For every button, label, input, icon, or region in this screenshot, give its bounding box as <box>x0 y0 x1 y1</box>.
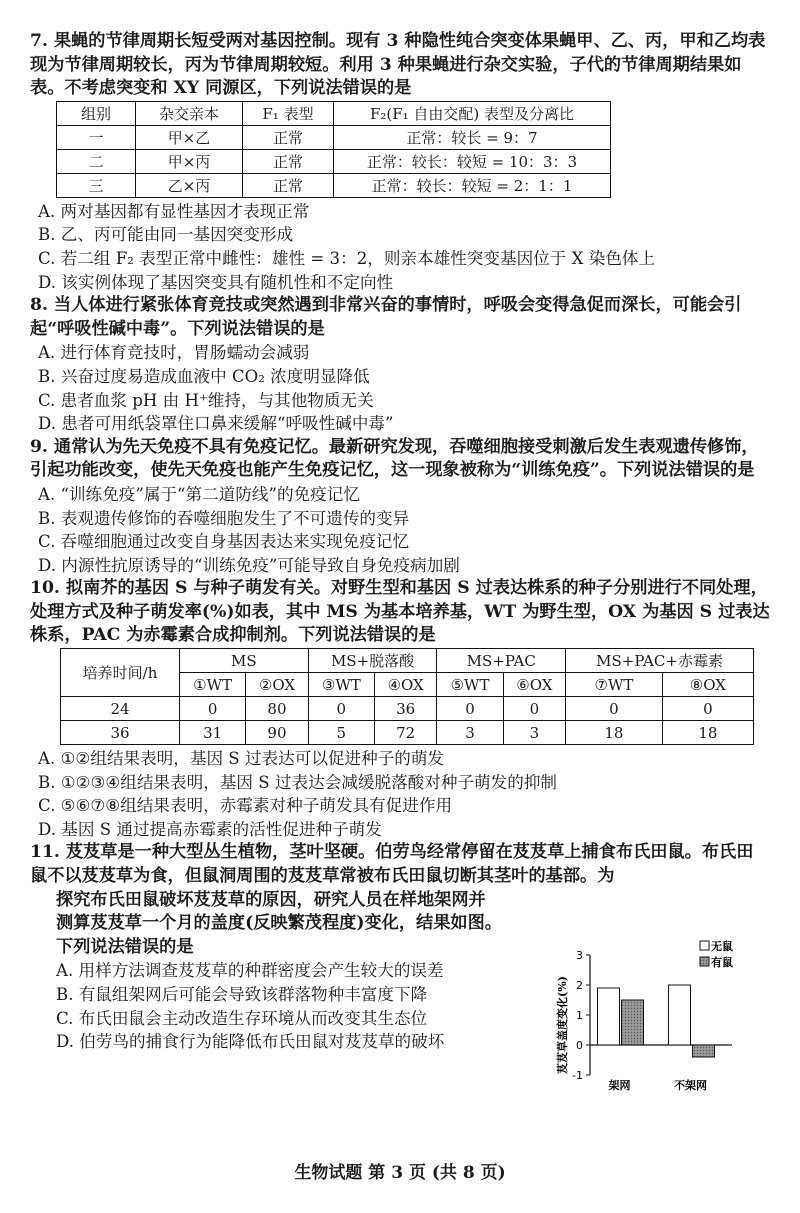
q10-cell: 0 <box>503 697 565 721</box>
q8-option-d: D. 患者可用纸袋罩住口鼻来缓解“呼吸性碱中毒” <box>38 414 394 434</box>
q8-option-c: C. 患者血浆 pH 由 H⁺维持，与其他物质无关 <box>38 390 374 410</box>
x-category-label: 架网 <box>608 1079 631 1092</box>
q10-cell: 72 <box>374 721 436 745</box>
q10-sub: ②OX <box>246 673 308 697</box>
q10-cell: 18 <box>566 721 663 745</box>
q7-th-0: 组别 <box>57 101 136 125</box>
q10-sub: ⑦WT <box>566 673 663 697</box>
y-tick-label: -1 <box>572 1069 583 1082</box>
q7-cell: 二 <box>57 149 136 173</box>
q10-cell: 80 <box>246 697 308 721</box>
q7-cell: 正常：较长：较短 = 2：1：1 <box>334 173 611 197</box>
q7-option-b: B. 乙、丙可能由同一基因突变形成 <box>38 225 294 245</box>
q9-stem: 9. 通常认为先天免疫不具有免疫记忆。最新研究发现，吞噬细胞接受刺激后发生表观遗传修饰，引起功能改变，使先天免疫也能产生免疫记忆，这一现象被称为“训练免疫”。下列说法错误的是 <box>30 436 759 481</box>
y-tick-label: 3 <box>576 949 583 962</box>
q10-option-d: D. 基因 S 通过提高赤霉素的活性促进种子萌发 <box>38 819 382 839</box>
q10-time: 24 <box>61 697 180 721</box>
q9-option-d: D. 内源性抗原诱导的“训练免疫”可能导致自身免疫病加剧 <box>38 555 460 575</box>
q9-option-c: C. 吞噬细胞通过改变自身基因表达来实现免疫记忆 <box>38 532 410 552</box>
q7-cell: 正常 <box>243 125 334 149</box>
table-row <box>61 721 754 745</box>
q10-corner: 培养时间/h <box>61 649 180 697</box>
q10-sub: ③WT <box>308 673 374 697</box>
bar-无鼠 <box>598 988 620 1045</box>
q10-group: MS+PAC <box>437 649 566 673</box>
table-row <box>57 149 611 173</box>
legend-label: 无鼠 <box>711 940 733 953</box>
q11-stem-line: 测算芨芨草一个月的盖度(反映繁茂程度)变化，结果如图。 <box>56 913 502 934</box>
q10-sub: ⑤WT <box>437 673 503 697</box>
q8-option-b: B. 兴奋过度易造成血液中 CO₂ 浓度明显降低 <box>38 366 370 386</box>
q11-stem-line: 下列说法错误的是 <box>56 936 194 957</box>
q7-stem: 7. 果蝇的节律周期长短受两对基因控制。现有 3 种隐性纯合突变体果蝇甲、乙、丙，甲和乙均表现为节律周期较长，丙为节律周期较短。利用 3 种果蝇进行杂交实验，子代的节律周期结果如表。不考虑突变和 XY 同源区，下列说法错误的是 <box>30 31 766 99</box>
q8-stem: 8. 当人体进行紧张体育竞技或突然遇到非常兴奋的事情时，呼吸会变得急促而深长，可能会引起“呼吸性碱中毒”。下列说法错误的是 <box>30 295 742 339</box>
q10-sub: ⑧OX <box>662 673 753 697</box>
legend-swatch <box>700 957 709 966</box>
q7-cell: 正常 <box>243 173 334 197</box>
q10-sub: ①WT <box>180 673 246 697</box>
q7-table <box>56 101 611 198</box>
q10-cell: 90 <box>246 721 308 745</box>
q10-option-a: A. ①②组结果表明，基因 S 过表达可以促进种子的萌发 <box>38 749 445 769</box>
legend-label: 有鼠 <box>711 956 733 969</box>
q10-cell: 18 <box>662 721 753 745</box>
q10-group: MS+PAC+赤霉素 <box>566 649 754 673</box>
x-category-label: 不架网 <box>674 1079 707 1092</box>
q7-th-1: 杂交亲本 <box>136 101 243 125</box>
q10-option-b: B. ①②③④组结果表明，基因 S 过表达会减缓脱落酸对种子萌发的抑制 <box>38 772 558 792</box>
y-tick-label: 1 <box>576 1009 583 1022</box>
q10-group: MS <box>180 649 309 673</box>
q7-option-d: D. 该实例体现了基因突变具有随机性和不定向性 <box>38 272 394 292</box>
y-tick-label: 0 <box>576 1039 583 1052</box>
table-row <box>61 697 754 721</box>
y-axis-label: 芨芨草盖度变化(%) <box>556 976 569 1074</box>
q10-sub: ⑥OX <box>503 673 565 697</box>
q10-cell: 3 <box>437 721 503 745</box>
q8-option-a: A. 进行体育竞技时，胃肠蠕动会减弱 <box>38 343 310 363</box>
q11-stem-line: 探究布氏田鼠破坏芨芨草的原因，研究人员在样地架网并 <box>56 889 486 910</box>
q9-option-a: A. “训练免疫”属于“第二道防线”的免疫记忆 <box>38 484 360 504</box>
q10-sub: ④OX <box>374 673 436 697</box>
q7-option-a: A. 两对基因都有显性基因才表现正常 <box>38 201 310 221</box>
q11-option-b: B. 有鼠组架网后可能会导致该群落物种丰富度下降 <box>56 985 428 1004</box>
q11-option-c: C. 布氏田鼠会主动改造生存环境从而改变其生态位 <box>56 1008 428 1028</box>
q10-cell: 0 <box>308 697 374 721</box>
q7-cell: 三 <box>57 173 136 197</box>
q10-cell: 0 <box>662 697 753 721</box>
q11-option-d: D. 伯劳鸟的捕食行为能降低布氏田鼠对芨芨草的破坏 <box>56 1032 445 1052</box>
q10-time: 36 <box>61 721 180 745</box>
q7-th-3: F₂(F₁ 自由交配) 表型及分离比 <box>334 101 611 125</box>
q7-cell: 正常：较长：较短 = 10：3：3 <box>334 149 611 173</box>
table-row <box>57 125 611 149</box>
q10-cell: 5 <box>308 721 374 745</box>
q7-option-c: C. 若二组 F₂ 表型正常中雌性：雄性 = 3：2，则亲本雄性突变基因位于 X 染色体上 <box>38 248 656 268</box>
q11-option-a: A. 用样方法调查芨芨草的种群密度会产生较大的误差 <box>56 961 444 981</box>
q10-cell: 36 <box>374 697 436 721</box>
exam-page <box>30 30 770 1054</box>
q10-option-c: C. ⑤⑥⑦⑧组结果表明，赤霉素对种子萌发具有促进作用 <box>38 796 453 816</box>
q9-option-b: B. 表观遗传修饰的吞噬细胞发生了不可遗传的变异 <box>38 508 410 528</box>
legend-swatch <box>700 941 709 950</box>
q7-cell: 正常 <box>243 149 334 173</box>
bar-无鼠 <box>669 985 691 1045</box>
q7-cell: 甲×丙 <box>136 149 243 173</box>
q7-cell: 乙×丙 <box>136 173 243 197</box>
bar-有鼠 <box>622 1000 644 1045</box>
page-footer: 生物试题 第 3 页 (共 8 页) <box>294 1163 506 1183</box>
q10-cell: 0 <box>566 697 663 721</box>
q10-cell: 0 <box>437 697 503 721</box>
q7-cell: 甲×乙 <box>136 125 243 149</box>
q10-cell: 3 <box>503 721 565 745</box>
q10-stem: 10. 拟南芥的基因 S 与种子萌发有关。对野生型和基因 S 过表达株系的种子分别进行不同处理，处理方式及种子萌发率(%)如表，其中 MS 为基本培养基，WT 为野生型，OX 为基因 S 过表达株系，PAC 为赤霉素合成抑制剂。下列说法错误的是 <box>30 578 770 646</box>
bar-有鼠 <box>693 1045 715 1057</box>
q10-group: MS+脱落酸 <box>308 649 437 673</box>
q10-cell: 0 <box>180 697 246 721</box>
q7-cell: 一 <box>57 125 136 149</box>
table-row <box>57 173 611 197</box>
q7-th-2: F₁ 表型 <box>243 101 334 125</box>
q11-stem: 11. 芨芨草是一种大型丛生植物，茎叶坚硬。伯劳鸟经常停留在芨芨草上捕食布氏田鼠。布氏田鼠不以芨芨草为食，但鼠洞周围的芨芨草常被布氏田鼠切断其茎叶的基部。为 <box>30 842 754 887</box>
q10-table <box>60 648 754 745</box>
q7-cell: 正常：较长 = 9：7 <box>334 125 611 149</box>
q11-bar-chart <box>552 935 752 1115</box>
q10-cell: 31 <box>180 721 246 745</box>
y-tick-label: 2 <box>576 979 583 992</box>
